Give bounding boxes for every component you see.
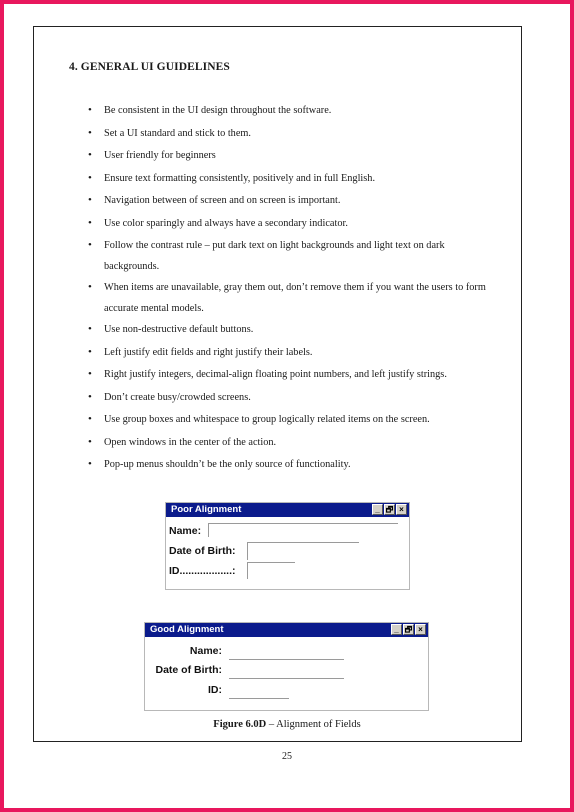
figure-number: Figure 6.0D — [213, 719, 267, 730]
guideline-item: • When items are unavailable, gray them out, don’t remove them if you want the users to form accurate mental models. — [88, 277, 498, 319]
dob-label: Date of Birth: — [169, 545, 236, 557]
window-buttons — [372, 504, 407, 515]
guideline-item: • Navigation between of screen and on screen is important. — [88, 190, 498, 213]
figure-caption-text: – Alignment of Fields — [266, 719, 361, 730]
guideline-item: • Left justify edit fields and right justify their labels. — [88, 342, 498, 365]
close-button[interactable]: × — [415, 624, 426, 635]
minimize-button[interactable]: _ — [391, 624, 402, 635]
dob-field[interactable] — [229, 678, 344, 679]
good-alignment-title: Good Alignment — [150, 624, 224, 635]
guideline-item: • User friendly for beginners — [88, 145, 498, 168]
minimize-button[interactable]: _ — [372, 504, 383, 515]
id-field[interactable] — [229, 698, 289, 699]
guideline-item: • Right justify integers, decimal-align floating point numbers, and left justify strings. — [88, 364, 498, 387]
dob-label: Date of Birth: — [155, 664, 222, 676]
window-buttons — [391, 624, 426, 635]
dob-field[interactable] — [247, 542, 359, 560]
id-label: ID: — [208, 684, 222, 696]
good-alignment-dialog — [144, 622, 429, 711]
id-label: ID..................: — [169, 565, 236, 577]
name-label: Name: — [189, 645, 222, 657]
figure-caption — [0, 719, 574, 730]
guideline-item: • Be consistent in the UI design throughout the software. — [88, 100, 498, 123]
name-field[interactable] — [229, 659, 344, 660]
poor-alignment-titlebar — [166, 503, 409, 517]
name-label: Name: — [169, 525, 202, 537]
guideline-item: • Pop-up menus shouldn’t be the only source of functionality. — [88, 454, 498, 477]
guideline-item: • Use color sparingly and always have a secondary indicator. — [88, 213, 498, 236]
guideline-item: • Set a UI standard and stick to them. — [88, 123, 498, 146]
close-button[interactable]: × — [396, 504, 407, 515]
guideline-item: • Follow the contrast rule – put dark text on light backgrounds and light text on dark backgrounds. — [88, 235, 498, 277]
section-heading: 4. GENERAL UI GUIDELINES — [69, 61, 230, 73]
poor-alignment-dialog — [165, 502, 410, 590]
guideline-item: • Open windows in the center of the action. — [88, 432, 498, 455]
guideline-item: • Ensure text formatting consistently, positively and in full English. — [88, 168, 498, 191]
guideline-item: • Use non-destructive default buttons. — [88, 319, 498, 342]
restore-button[interactable]: 🗗 — [385, 505, 394, 514]
guideline-item: • Don’t create busy/crowded screens. — [88, 387, 498, 410]
page-number: 25 — [282, 751, 292, 762]
poor-alignment-title: Poor Alignment — [171, 504, 242, 515]
guidelines-list — [88, 100, 498, 477]
guideline-item: • Use group boxes and whitespace to group logically related items on the screen. — [88, 409, 498, 432]
id-field[interactable] — [247, 562, 295, 579]
restore-button[interactable]: 🗗 — [404, 625, 413, 634]
name-field[interactable] — [208, 523, 398, 537]
good-alignment-titlebar — [145, 623, 428, 637]
